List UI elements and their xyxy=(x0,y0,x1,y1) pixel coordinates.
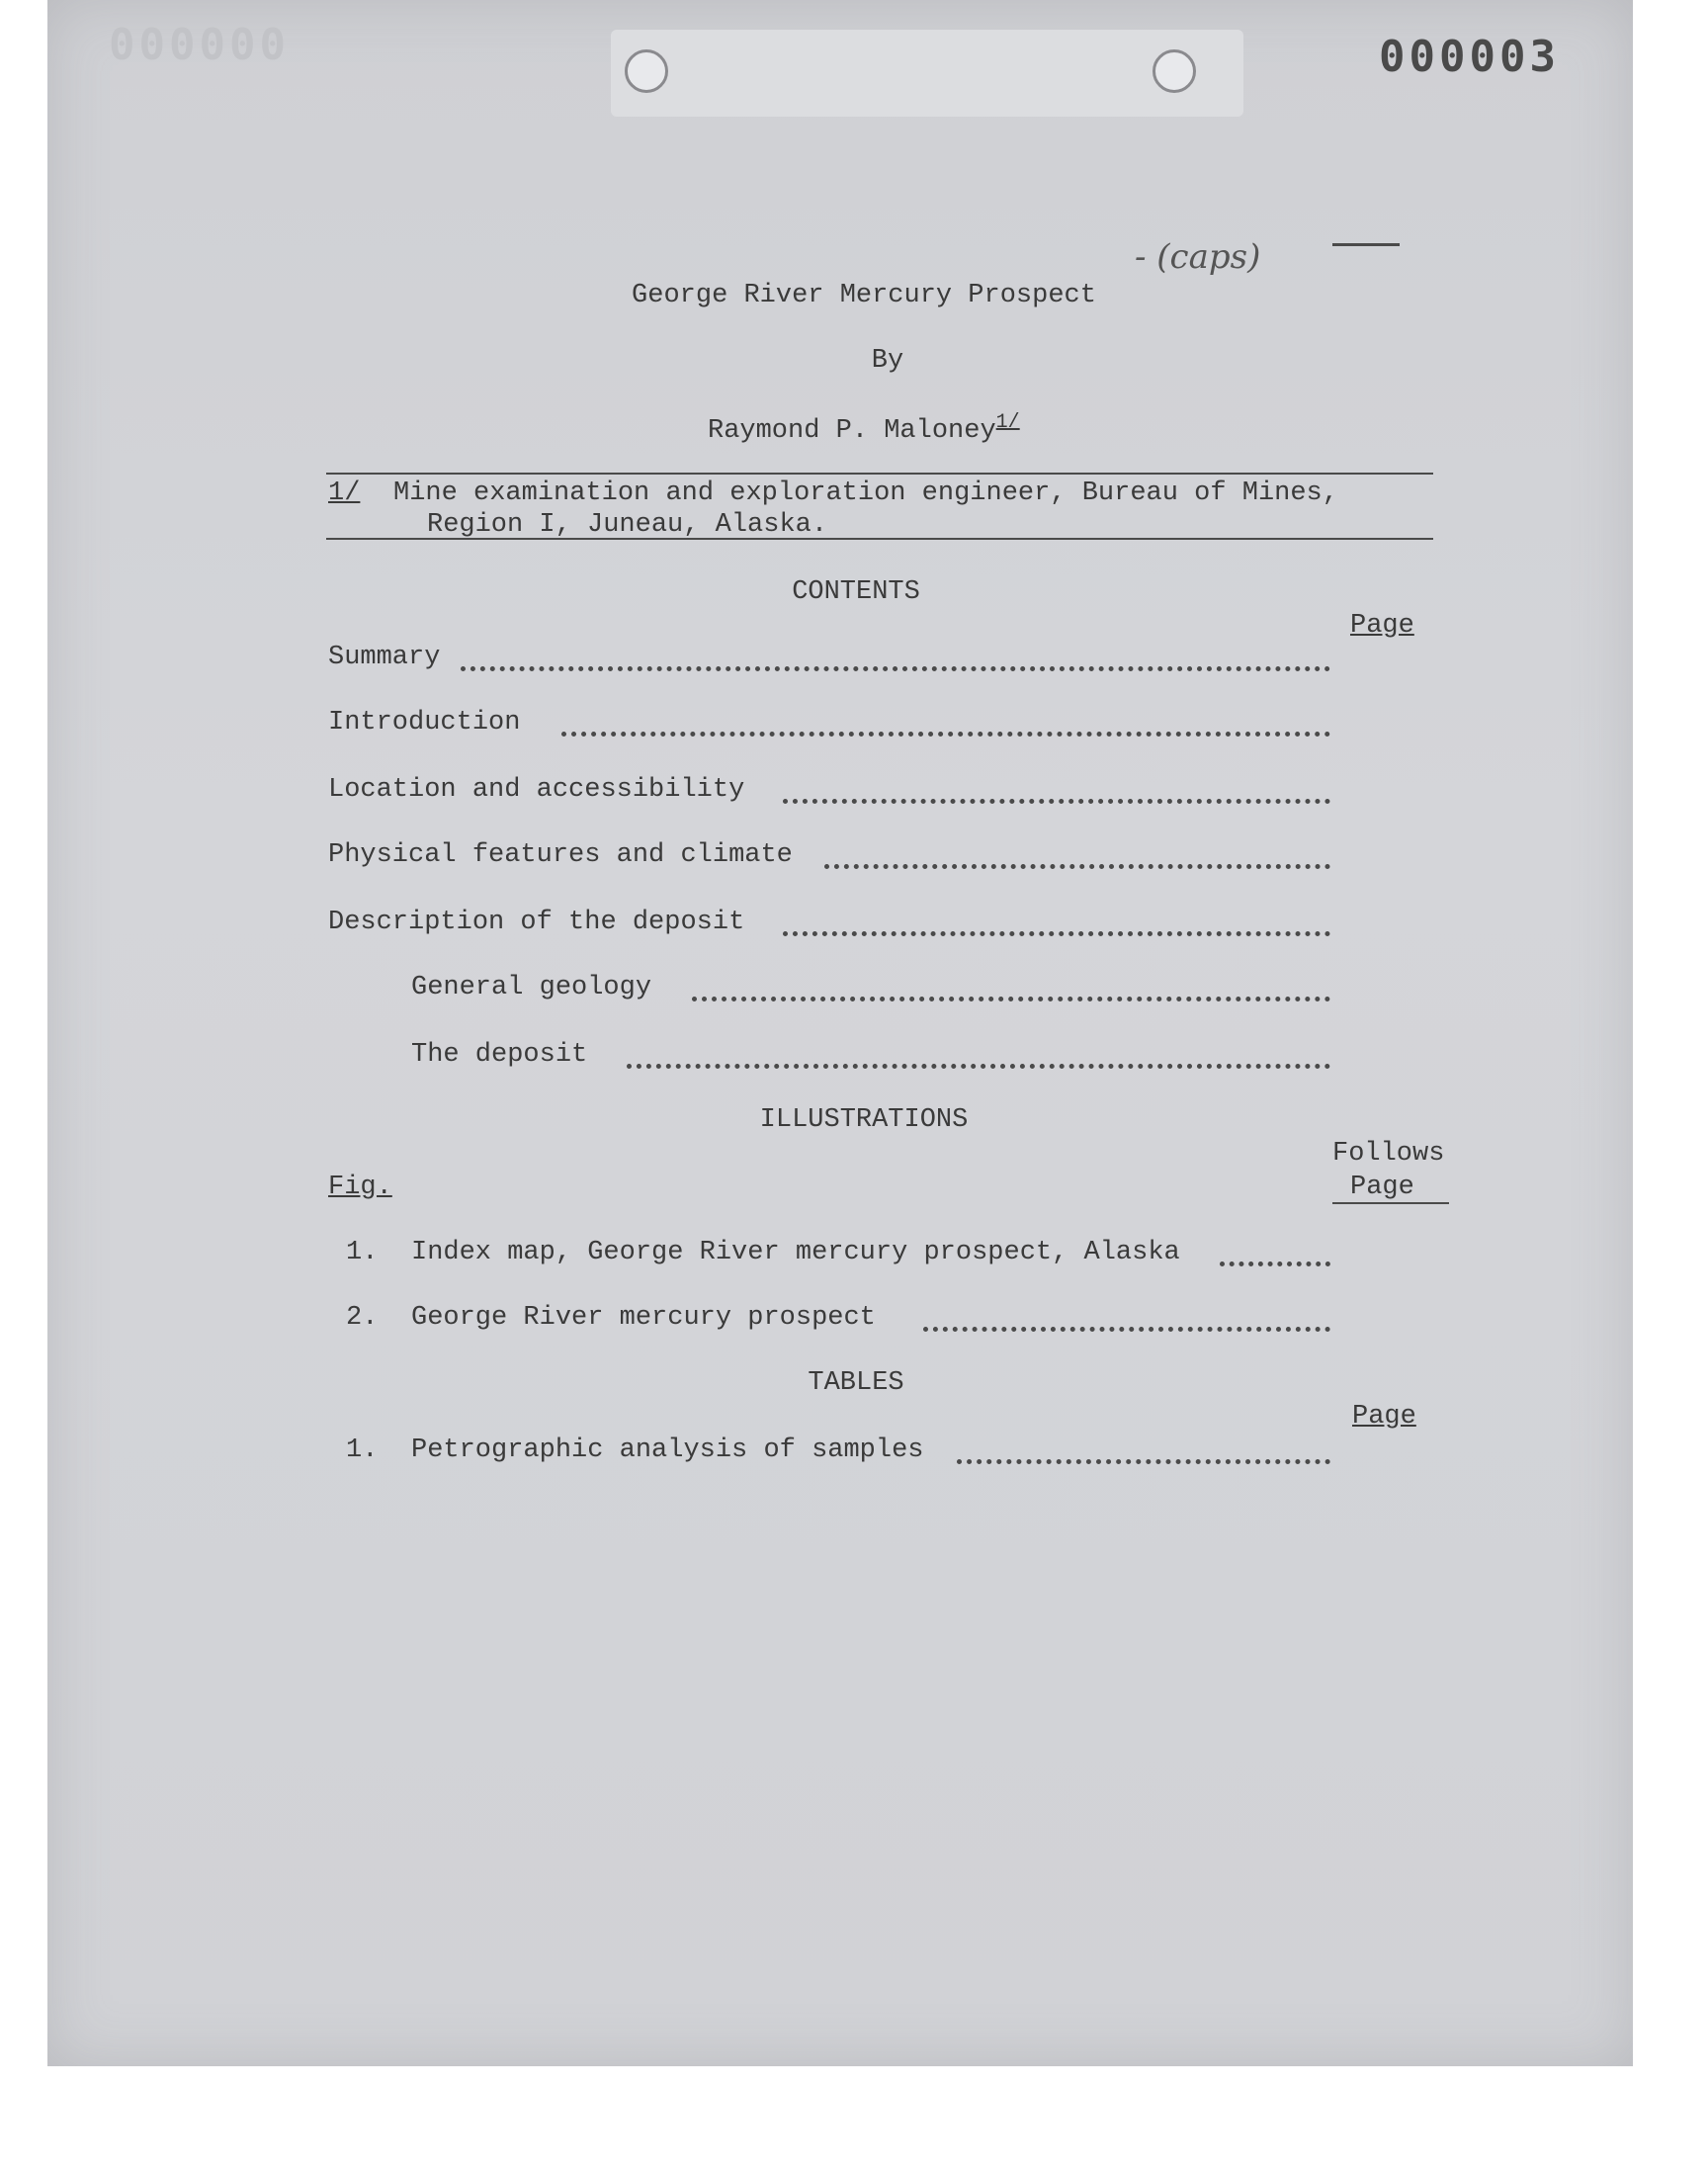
tables-page-label: Page xyxy=(1352,1402,1416,1432)
fig-1-label: Index map, George River mercury prospect, Alaska xyxy=(411,1238,1180,1267)
illustrations-page-underline xyxy=(1332,1202,1449,1204)
fig-1-number: 1. xyxy=(346,1238,379,1267)
illustrations-page-label: Page xyxy=(1350,1173,1414,1202)
binder-strip xyxy=(611,30,1243,117)
toc-the-deposit: The deposit xyxy=(411,1040,588,1070)
footnote-line-1: Mine examination and exploration engineer, Bureau of Mines, xyxy=(393,478,1338,508)
toc-location-accessibility: Location and accessibility xyxy=(328,775,745,805)
toc-description-deposit: Description of the deposit xyxy=(328,908,745,937)
contents-page-label: Page xyxy=(1350,611,1414,641)
handwritten-annotation: - (caps) xyxy=(1135,237,1261,277)
page-number-stamp: 000003 xyxy=(1379,32,1560,82)
illustrations-heading: ILLUSTRATIONS xyxy=(759,1105,969,1135)
fig-2-number: 2. xyxy=(346,1303,379,1333)
illustrations-follows-label: Follows xyxy=(1332,1139,1445,1169)
table-1-label: Petrographic analysis of samples xyxy=(411,1436,924,1465)
toc-leader-dots xyxy=(824,864,1330,869)
author-text: Raymond P. Maloney xyxy=(708,416,996,446)
toc-leader-dots xyxy=(957,1459,1330,1464)
toc-leader-dots xyxy=(783,799,1330,804)
punch-hole-right xyxy=(1153,49,1196,93)
toc-leader-dots xyxy=(461,666,1330,671)
toc-physical-features: Physical features and climate xyxy=(328,840,793,870)
footnote-rule-bottom xyxy=(326,538,1433,540)
table-1-number: 1. xyxy=(346,1436,379,1465)
author-name xyxy=(708,413,1020,445)
illustrations-fig-label: Fig. xyxy=(328,1173,392,1202)
handwritten-dash xyxy=(1332,243,1400,246)
toc-general-geology: General geology xyxy=(411,973,652,1002)
faint-page-stamp: 000000 xyxy=(109,20,290,70)
tables-heading: TABLES xyxy=(808,1368,904,1398)
toc-summary: Summary xyxy=(328,643,441,672)
footnote-line-2: Region I, Juneau, Alaska. xyxy=(427,510,828,540)
byline-by: By xyxy=(871,346,904,376)
toc-introduction: Introduction xyxy=(328,708,521,738)
toc-leader-dots xyxy=(627,1064,1330,1069)
document-title: George River Mercury Prospect xyxy=(632,281,1096,310)
toc-leader-dots xyxy=(692,997,1330,1001)
footnote-mark: 1/ xyxy=(328,478,361,508)
toc-leader-dots xyxy=(561,732,1330,737)
punch-hole-left xyxy=(625,49,668,93)
contents-heading: CONTENTS xyxy=(792,577,920,607)
toc-leader-dots xyxy=(783,931,1330,936)
toc-leader-dots xyxy=(1220,1262,1330,1266)
fig-2-label: George River mercury prospect xyxy=(411,1303,876,1333)
footnote-rule-top xyxy=(326,473,1433,475)
toc-leader-dots xyxy=(923,1327,1330,1332)
author-footnote-mark: 1/ xyxy=(995,411,1020,434)
